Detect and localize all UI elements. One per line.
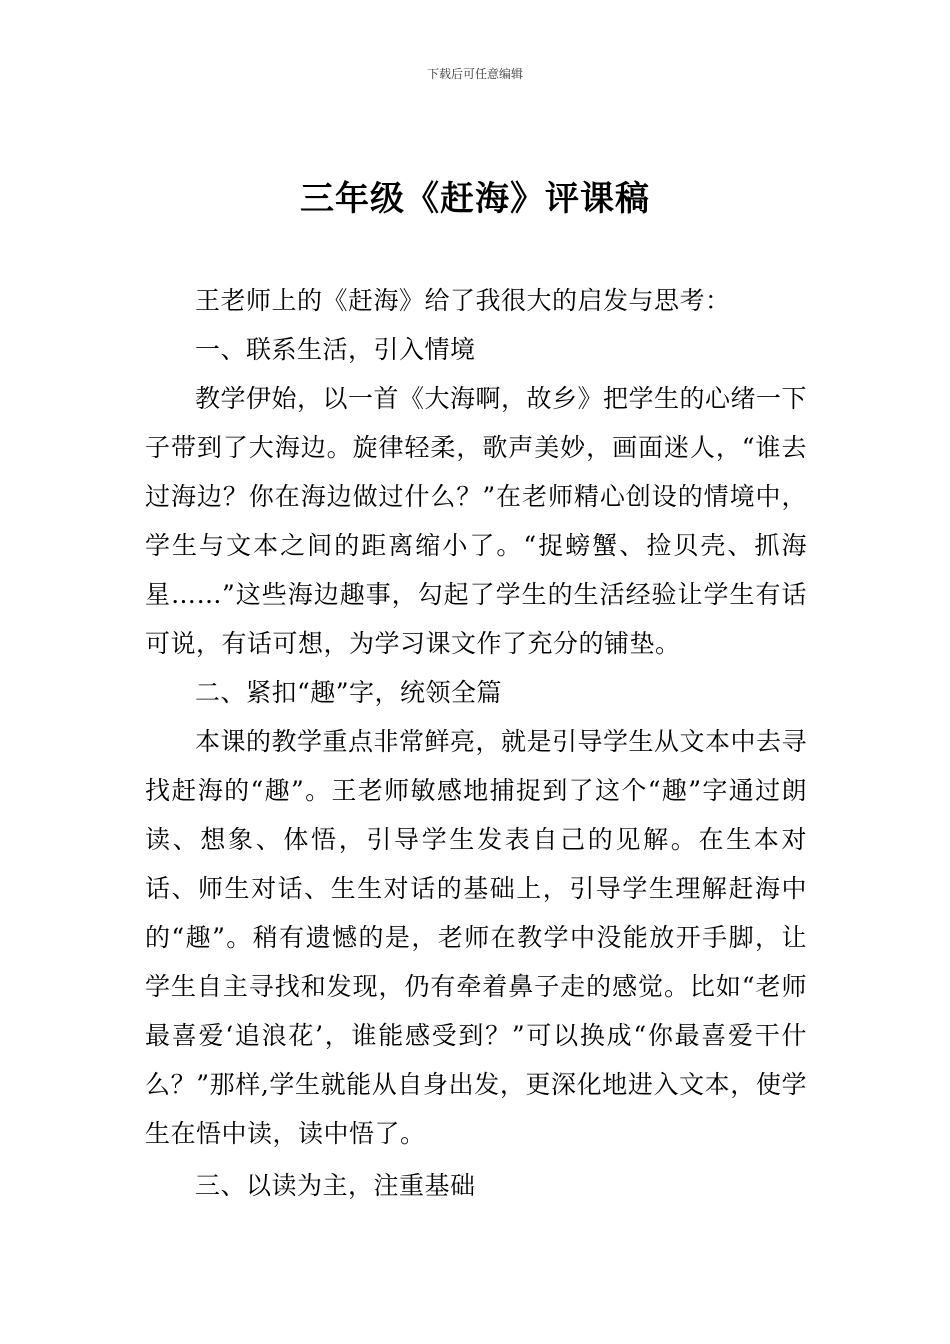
document-title: 三年级《赶海》评课稿 — [300, 179, 650, 219]
section-heading-3: 三、以读为主，注重基础 — [195, 1171, 476, 1200]
paragraph-section-1: 教学伊始，以一首《大海啊，故乡》把学生的心绪一下子带到了大海边。旋律轻柔，歌声美妙，画面迷人，“谁去过海边？你在海边做过什么？”在老师精心创设的情境中，学生与文本之间的距离缩小了。“捉螃蟹、捡贝壳、抓海星……”这些海边趣事，勾起了学生的生活经验让学生有话可说，有话可想，为学习课文作了充分的铺垫。 — [145, 384, 808, 658]
section-heading-2: 二、紧扣“趣”字，统领全篇 — [195, 678, 503, 707]
paragraph-intro: 王老师上的《赶海》给了我很大的启发与思考： — [195, 286, 731, 315]
document-body — [145, 276, 807, 1210]
section-heading-1: 一、联系生活，引入情境 — [195, 335, 476, 364]
header-note: 下载后可任意编辑 — [426, 67, 523, 81]
paragraph-section-2: 本课的教学重点非常鲜亮，就是引导学生从文本中去寻找赶海的“趣”。王老师敏感地捕捉到了这个“趣”字通过朗读、想象、体悟，引导学生发表自己的见解。在生本对话、师生对话、生生对话的基础上，引导学生理解赶海中的“趣”。稍有遗憾的是，老师在教学中没能放开手脚，让学生自主寻找和发现，仍有牵着鼻子走的感觉。比如“老师最喜爱‘追浪花’，谁能感受到？”可以换成“你最喜爱干什么？”那样,学生就能从自身出发，更深化地进入文本，使学生在悟中读，读中悟了。 — [145, 727, 808, 1148]
